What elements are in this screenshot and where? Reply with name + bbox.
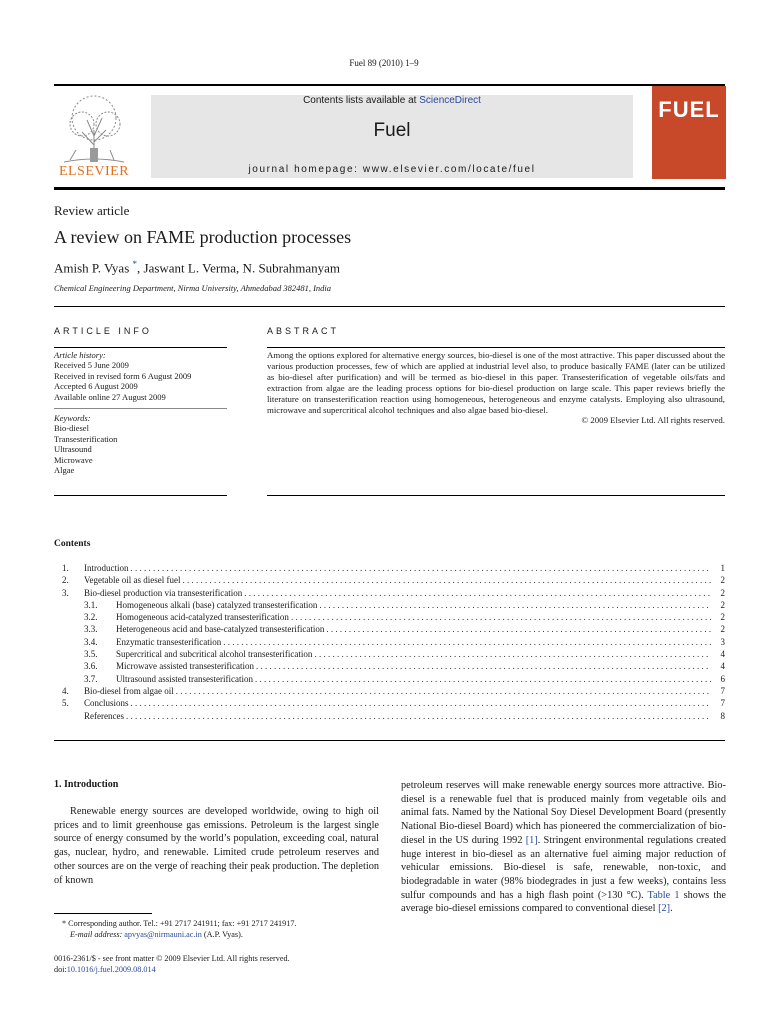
affiliation: Chemical Engineering Department, Nirma University, Ahmedabad 382481, India <box>54 283 332 293</box>
reference-link[interactable]: [2] <box>658 903 671 915</box>
toc-entry[interactable] <box>54 637 725 649</box>
toc-entry[interactable] <box>54 711 725 723</box>
toc-leader-dots <box>131 563 712 573</box>
history-received: Received 5 June 2009 <box>54 360 129 371</box>
history-label: Article history: <box>54 350 106 360</box>
email-link[interactable]: apvyas@nirmauni.ac.in <box>124 930 202 939</box>
contents-available-line <box>151 95 633 106</box>
title-divider <box>54 306 725 307</box>
toc-label: Supercritical and subcritical alcohol transesterification <box>116 649 313 660</box>
journal-name: Fuel <box>373 120 411 141</box>
first-author: Amish P. Vyas <box>54 260 130 276</box>
toc-number: 3.7. <box>84 673 98 684</box>
abstract-text: Among the options explored for alternative energy sources, bio-diesel is one of the most attractive. This paper discussed about the various production processes, few of which are applied at industrial level also, to produce basically FAME (later can be utilized as bio-diesel after purification) and will be termed as bio-diesel in this paper. Transesterification of vegetable oils/fats and extraction from algae are the leading process options for bio-diesel production on large scale. This paper reviews briefly the literature on transesterification reaction using homogeneous, heterogeneous and enzyme catalysts. Employing also ultrasound, microwave and supercritical alcohol techniques and also algae based bio-diesel. <box>267 350 725 415</box>
toc-page-number: 7 <box>720 698 725 709</box>
toc-page-number: 2 <box>720 575 725 586</box>
footnote-text: Corresponding author. Tel.: +91 2717 241911; fax: +91 2717 241917. <box>66 919 297 928</box>
toc-number: 3.3. <box>84 624 98 635</box>
toc-page-number: 7 <box>720 685 725 696</box>
toc-page-number: 4 <box>720 649 725 660</box>
toc-leader-dots <box>291 612 711 622</box>
intro-text: . <box>670 903 673 915</box>
elsevier-wordmark: ELSEVIER <box>58 164 130 179</box>
contents-title: Contents <box>54 539 91 549</box>
article-info-separator <box>54 408 227 409</box>
toc-page-number: 3 <box>720 636 725 647</box>
toc-label: Ultrasound assisted transesterification <box>116 673 253 684</box>
toc-leader-dots <box>176 686 711 696</box>
toc-page-number: 2 <box>720 624 725 635</box>
email-label: E-mail address: <box>70 930 123 939</box>
toc-page-number: 2 <box>720 599 725 610</box>
toc-number: 3. <box>62 587 69 598</box>
toc-label: Homogeneous acid-catalyzed transesterification <box>116 612 289 623</box>
toc-leader-dots <box>244 588 711 598</box>
doi-link[interactable]: 10.1016/j.fuel.2009.08.014 <box>66 965 156 974</box>
toc-page-number: 6 <box>720 673 725 684</box>
toc-label: Homogeneous alkali (base) catalyzed transesterification <box>116 599 318 610</box>
table-link[interactable]: Table 1 <box>647 889 680 901</box>
toc-leader-dots <box>182 575 711 585</box>
front-matter <box>54 953 394 975</box>
toc-leader-dots <box>223 637 711 647</box>
other-authors: , Jaswant L. Verma, N. Subrahmanyam <box>137 260 341 276</box>
toc-entry[interactable] <box>54 588 725 600</box>
intro-text: shows the average bio-diesel emissions compared to conventional diesel <box>401 889 726 915</box>
toc-entry[interactable] <box>54 624 725 636</box>
contents-divider <box>54 740 725 741</box>
toc-leader-dots <box>326 624 711 634</box>
history-revised: Received in revised form 6 August 2009 <box>54 370 192 381</box>
article-type: Review article <box>54 203 130 218</box>
toc-leader-dots <box>131 698 711 708</box>
footnote-rule <box>54 913 152 914</box>
toc-entry[interactable] <box>54 563 725 575</box>
article-info-heading: ARTICLE INFO <box>54 326 152 336</box>
toc-page-number: 1 <box>720 563 725 573</box>
toc-number: 3.1. <box>84 599 98 610</box>
footnote-mark: * <box>62 919 67 928</box>
journal-cover-title: FUEL <box>658 97 720 122</box>
toc-page-number: 2 <box>720 612 725 623</box>
toc-entry[interactable] <box>54 674 725 686</box>
toc-label: Vegetable oil as diesel fuel <box>84 575 181 586</box>
paper-title: A review on FAME production processes <box>54 227 352 247</box>
toc-label: Conclusions <box>84 698 129 709</box>
abstract-body <box>267 350 725 426</box>
toc-number: 3.5. <box>84 649 98 660</box>
toc-leader-dots <box>256 661 711 671</box>
header-bottom-rule <box>54 187 725 190</box>
toc-entry[interactable] <box>54 661 725 673</box>
toc-entry[interactable] <box>54 612 725 624</box>
contents-prefix: Contents lists available at <box>303 95 420 106</box>
email-suffix: (A.P. Vyas). <box>201 930 243 939</box>
intro-left-column: Renewable energy sources are developed worldwide, owing to high oil prices and to limit greenhouse gas emissions. Petroleum is the largest single source of energy consumed by the world’s population, exceeding coal, natural gas, nuclear, hydro, and renewable. Limited crude petroleum reserves and other sources are on the verge of reaching their peak production. The depletion of known <box>54 806 379 886</box>
homepage-prefix: journal homepage: <box>248 164 363 175</box>
section-heading-introduction: 1. Introduction <box>54 779 119 790</box>
toc-label: Microwave assisted transesterification <box>116 661 254 672</box>
doi-line <box>54 964 394 975</box>
toc-page-number: 8 <box>720 710 725 721</box>
toc-label: Bio-diesel from algae oil <box>84 685 174 696</box>
toc-entry[interactable] <box>54 575 725 587</box>
intro-right-column <box>401 779 726 916</box>
toc-number: 2. <box>62 575 69 586</box>
issn-line: 0016-2361/$ - see front matter © 2009 Elsevier Ltd. All rights reserved. <box>54 954 290 963</box>
doi-prefix: doi: <box>54 965 67 974</box>
toc-number: 3.6. <box>84 661 98 672</box>
email-line <box>54 929 394 940</box>
article-info-panel <box>54 350 229 475</box>
toc-entry[interactable] <box>54 686 725 698</box>
corresponding-author-note <box>54 918 394 929</box>
article-info-bottom-rule <box>54 495 227 496</box>
keyword: Ultrasound <box>54 444 92 455</box>
abstract-rule <box>267 347 725 348</box>
intro-text: . Stringent environmental regulations created huge interest in bio-diesel as an alternative fuel aiming major reduction of vehicular emissions. Bio-diesel is safe, renewable, non-toxic, and biodegradable in water (98% biodegrades in just a few weeks), contains less sulfur compounds and has a high flash point (>130 °C). <box>401 834 726 901</box>
abstract-bottom-rule <box>267 495 725 496</box>
abstract-heading: ABSTRACT <box>267 326 340 336</box>
homepage-url-link[interactable]: www.elsevier.com/locate/fuel <box>362 164 536 175</box>
toc-label: References <box>84 710 124 721</box>
toc-number: 3.2. <box>84 612 98 623</box>
toc-entry[interactable] <box>54 649 725 661</box>
history-accepted: Accepted 6 August 2009 <box>54 381 138 392</box>
keyword: Transesterification <box>54 433 118 444</box>
toc-entry[interactable] <box>54 698 725 710</box>
keywords-label: Keywords: <box>54 413 91 424</box>
toc-entry[interactable] <box>54 600 725 612</box>
history-online: Available online 27 August 2009 <box>54 391 166 402</box>
author-list <box>54 259 340 276</box>
toc-leader-dots <box>319 600 711 610</box>
toc-label: Heterogeneous acid and base-catalyzed transesterification <box>116 624 325 635</box>
toc-page-number: 2 <box>720 587 725 598</box>
toc-number: 5. <box>62 698 69 709</box>
toc-label: Introduction <box>84 563 129 573</box>
article-info-rule <box>54 347 227 348</box>
footnote <box>54 918 394 940</box>
journal-homepage-line <box>151 164 633 175</box>
intro-text: petroleum reserves will make renewable energy sources more attractive. Bio-diesel is a renewable fuel that is produced mainly from vegetable oils and animal fats. Named by the National Soy Diesel Development Board (presently National Bio-diesel Board) which has pioneered the commercialization of bio-diesel in the US during 1992 <box>401 780 726 846</box>
keyword: Microwave <box>54 454 93 465</box>
keyword: Bio-diesel <box>54 423 89 434</box>
toc-number: 4. <box>62 685 69 696</box>
header-top-rule <box>54 84 725 86</box>
toc-label: Enzymatic transesterification <box>116 636 222 647</box>
toc-leader-dots <box>314 649 711 659</box>
toc-leader-dots <box>255 674 711 684</box>
toc-number: 1. <box>62 563 69 573</box>
reference-link[interactable]: [1] <box>525 834 538 846</box>
keyword: Algae <box>54 465 75 476</box>
journal-citation: Fuel 89 (2010) 1–9 <box>349 58 419 68</box>
toc-label: Bio-diesel production via transesterification <box>84 587 243 598</box>
toc-leader-dots <box>126 711 711 721</box>
table-of-contents <box>54 563 725 723</box>
toc-page-number: 4 <box>720 661 725 672</box>
sciencedirect-link[interactable]: ScienceDirect <box>419 95 481 106</box>
abstract-copyright: © 2009 Elsevier Ltd. All rights reserved. <box>581 415 725 426</box>
toc-number: 3.4. <box>84 636 98 647</box>
corresponding-author-mark[interactable]: * <box>132 259 138 269</box>
